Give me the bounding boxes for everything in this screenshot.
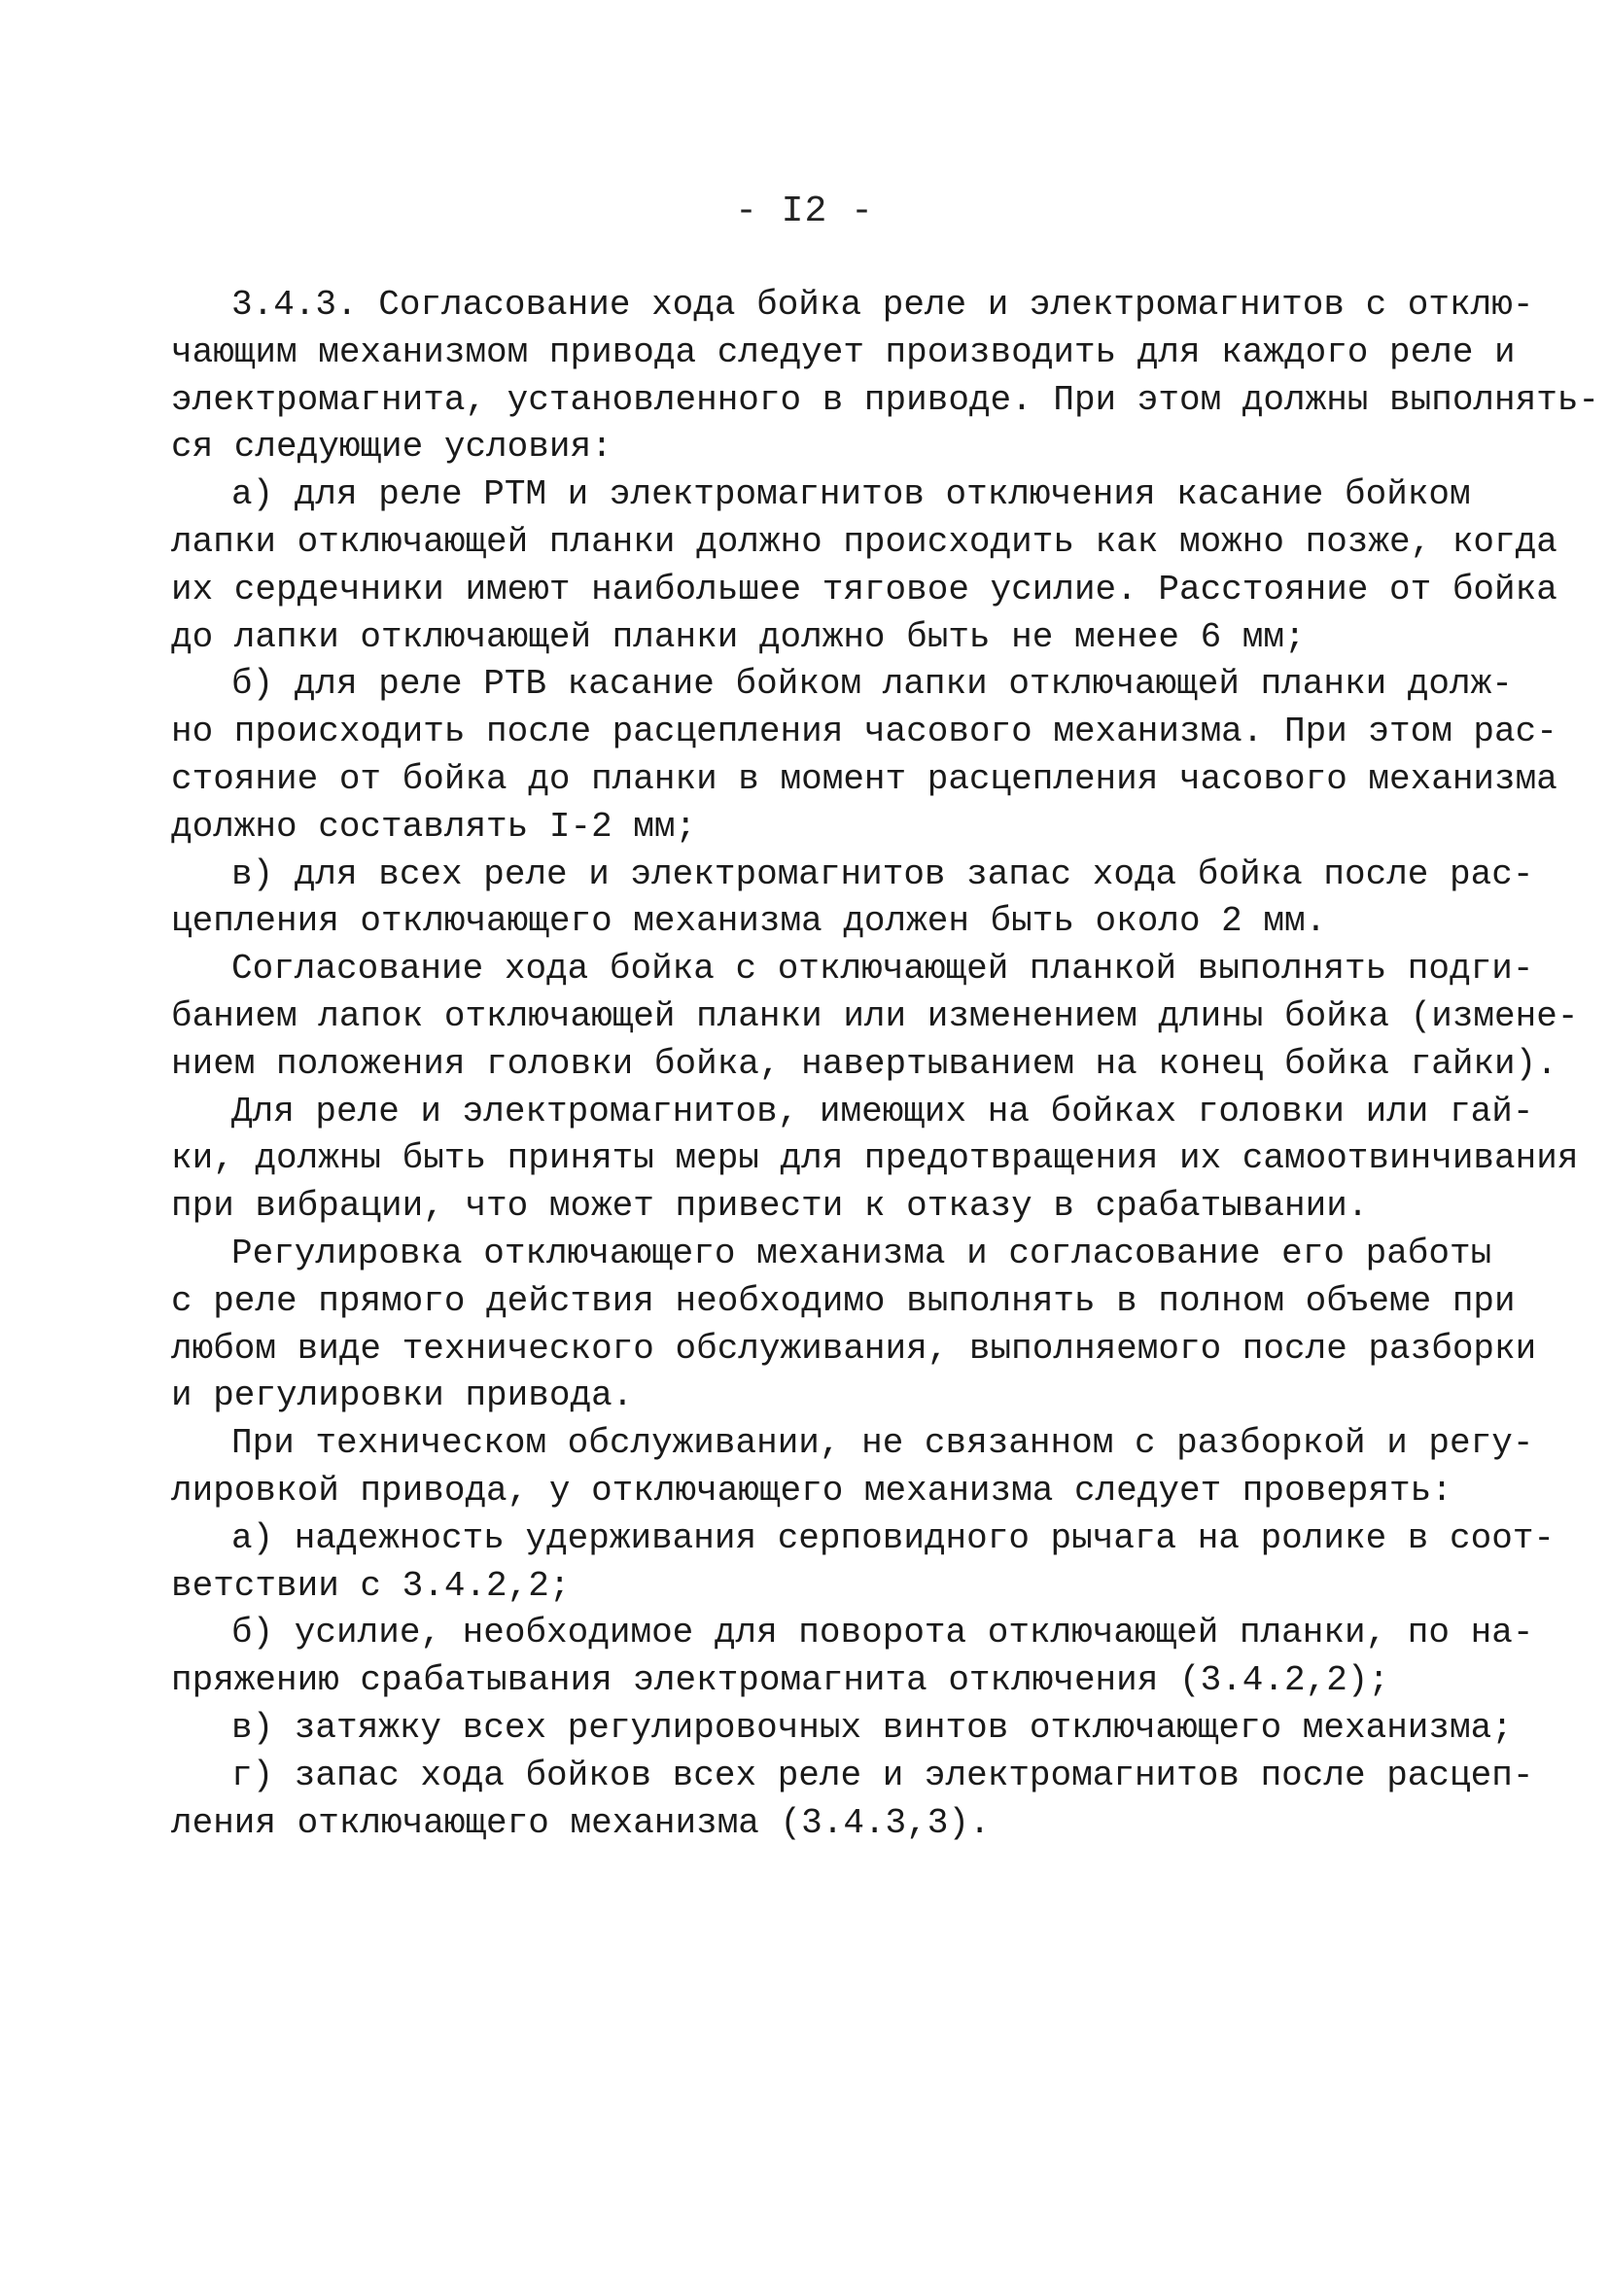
text-line: При техническом обслуживании, не связанном с разборкой и регу- (231, 1423, 1534, 1464)
text-line: б) для реле РТВ касание бойком лапки отключающей планки долж- (231, 664, 1513, 705)
text-line: стояние от бойка до планки в момент расцепления часового механизма (171, 758, 1557, 799)
text-line: лапки отключающей планки должно происходить как можно позже, когда (171, 521, 1557, 562)
text-line: лировкой привода, у отключающего механизма следует проверять: (171, 1470, 1452, 1511)
text-line: должно составлять I-2 мм; (171, 806, 697, 847)
text-line: цепления отключающего механизма должен быть около 2 мм. (171, 901, 1327, 942)
text-line: но происходить после расцепления часового механизма. При этом рас- (171, 712, 1557, 752)
body-text (171, 282, 1600, 1847)
text-line: нием положения головки бойка, навертыванием на конец бойка гайки). (171, 1043, 1557, 1084)
text-line: при вибрации, что может привести к отказу в срабатывании. (171, 1186, 1369, 1227)
text-line: ветствии с 3.4.2,2; (171, 1565, 571, 1606)
text-line: банием лапок отключающей планки или изменением длины бойка (измене- (171, 995, 1579, 1036)
text-line: до лапки отключающей планки должно быть не менее 6 мм; (171, 616, 1306, 657)
text-line: Регулировка отключающего механизма и согласование его работы (231, 1233, 1492, 1273)
page-number: - I2 - (735, 191, 874, 232)
text-line: с реле прямого действия необходимо выполнять в полном объеме при (171, 1280, 1516, 1321)
text-line: любом виде технического обслуживания, выполняемого после разборки (171, 1328, 1537, 1369)
text-line: Для реле и электромагнитов, имеющих на бойках головки или гай- (231, 1091, 1534, 1131)
text-line: а) надежность удерживания серповидного рычага на ролике в соот- (231, 1517, 1556, 1558)
text-line: в) для всех реле и электромагнитов запас хода бойка после рас- (231, 853, 1534, 894)
text-line: а) для реле РТМ и электромагнитов отключения касание бойком (231, 474, 1471, 515)
text-line: ки, должны быть приняты меры для предотвращения их самоотвинчивания (171, 1138, 1579, 1179)
text-line: Согласование хода бойка с отключающей планкой выполнять подги- (231, 949, 1534, 990)
text-line: б) усилие, необходимое для поворота отключающей планки, по на- (231, 1613, 1534, 1653)
text-line: их сердечники имеют наибольшее тяговое усилие. Расстояние от бойка (171, 569, 1557, 609)
text-line: 3.4.3. Согласование хода бойка реле и электромагнитов с отклю- (231, 285, 1534, 325)
text-line: пряжению срабатывания электромагнита отключения (3.4.2,2); (171, 1660, 1390, 1701)
text-line: ся следующие условия: (171, 427, 612, 468)
text-line: в) затяжку всех регулировочных винтов отключающего механизма; (231, 1707, 1513, 1748)
text-line: электромагнита, установленного в приводе. При этом должны выполнять- (171, 379, 1600, 420)
text-line: г) запас хода бойков всех реле и электромагнитов после расцеп- (231, 1755, 1534, 1795)
text-line: чающим механизмом привода следует производить для каждого реле и (171, 331, 1516, 372)
text-line: и регулировки привода. (171, 1375, 634, 1416)
text-line: ления отключающего механизма (3.4.3,3). (171, 1802, 991, 1843)
